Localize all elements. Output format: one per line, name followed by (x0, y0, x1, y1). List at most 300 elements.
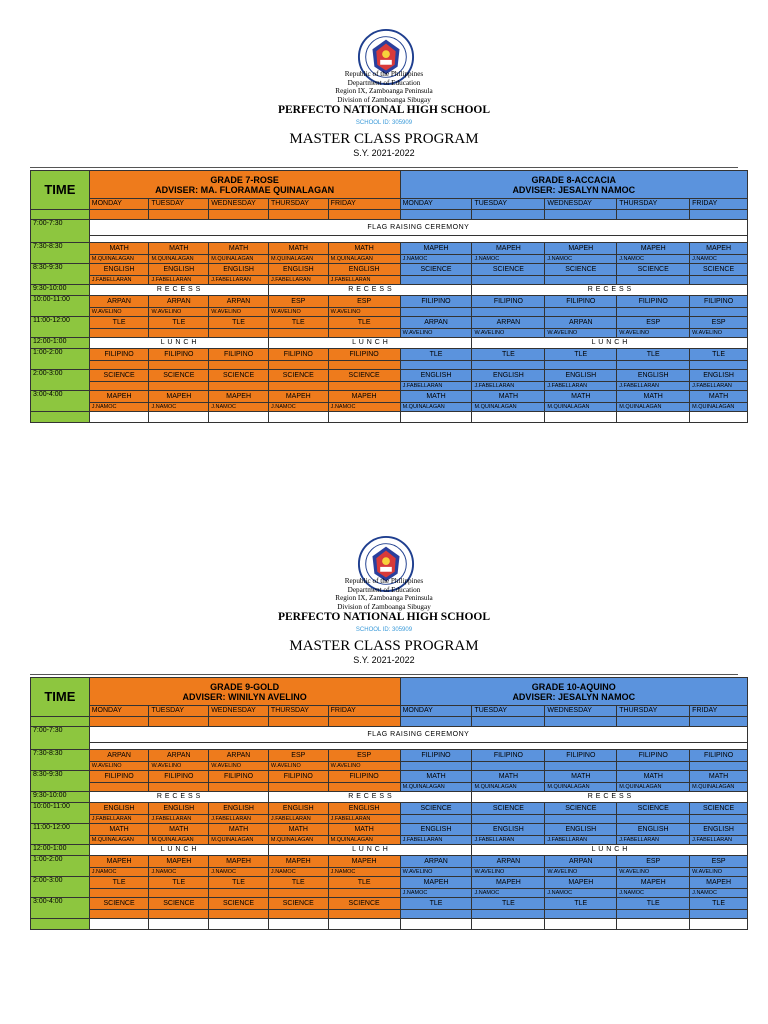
subject-cell: FILIPINO (400, 750, 472, 762)
time-slot: 2:00-3:00 (31, 370, 90, 391)
teacher-cell (617, 361, 690, 370)
adviser-name: ADVISER: JESALYN NAMOC (512, 691, 636, 702)
time-slot: 10:00-11:00 (31, 296, 90, 317)
subject-cell: ENGLISH (268, 803, 328, 815)
teacher-cell: M.QUINALAGAN (400, 403, 472, 412)
teacher-cell: J.NAMOC (617, 255, 690, 264)
subject-cell: ESP (328, 296, 400, 308)
teacher-cell (209, 329, 269, 338)
subject-cell: TLE (328, 877, 400, 889)
subject-cell: SCIENCE (472, 803, 545, 815)
header-line: Department of Education (347, 78, 421, 87)
teacher-cell: J.NAMOC (472, 889, 545, 898)
teacher-cell: W.AVELINO (400, 868, 472, 877)
header-divider (30, 674, 738, 675)
teacher-cell (209, 382, 269, 391)
teacher-cell: M.QUINALAGAN (690, 403, 748, 412)
teacher-cell: M.QUINALAGAN (545, 783, 617, 792)
subject-cell: ENGLISH (545, 824, 617, 836)
subject-cell: FILIPINO (545, 296, 617, 308)
teacher-cell: W.AVELINO (472, 868, 545, 877)
empty-cell (328, 717, 400, 727)
subject-cell: SCIENCE (89, 370, 149, 382)
empty-cell (617, 210, 690, 220)
subject-cell: FILIPINO (209, 771, 269, 783)
teacher-cell: J.FABELLARAN (400, 382, 472, 391)
recess-cell: R E C E S S (89, 792, 268, 803)
empty-cell (209, 412, 269, 423)
teacher-cell: W.AVELINO (149, 762, 209, 771)
empty-cell (149, 210, 209, 220)
teacher-cell: J.FABELLARAN (268, 815, 328, 824)
subject-cell: FILIPINO (209, 349, 269, 361)
subject-cell: FILIPINO (328, 771, 400, 783)
subject-cell: SCIENCE (617, 803, 690, 815)
recess-cell: R E C E S S (472, 792, 748, 803)
teacher-cell (209, 910, 269, 919)
teacher-cell: J.NAMOC (690, 889, 748, 898)
subject-cell: MATH (472, 771, 545, 783)
teacher-cell: J.NAMOC (472, 255, 545, 264)
day-header: FRIDAY (328, 706, 400, 717)
subject-cell: TLE (400, 349, 472, 361)
subject-cell: MAPEH (400, 877, 472, 889)
teacher-cell: M.QUINALAGAN (89, 255, 149, 264)
schedule-table (30, 677, 748, 930)
subject-cell: ARPAN (209, 750, 269, 762)
subject-cell: FILIPINO (617, 296, 690, 308)
teacher-cell: J.FABELLARAN (209, 815, 269, 824)
teacher-cell: J.FABELLARAN (545, 382, 617, 391)
teacher-cell: W.AVELINO (400, 329, 472, 338)
header-line: Department of Education (347, 585, 421, 594)
subject-cell: MATH (268, 243, 328, 255)
time-slot: 3:00-4:00 (31, 898, 90, 919)
subject-cell: SCIENCE (268, 898, 328, 910)
subject-cell: MAPEH (149, 856, 209, 868)
teacher-cell (209, 889, 269, 898)
teacher-cell: W.AVELINO (209, 762, 269, 771)
empty-cell (268, 210, 328, 220)
teacher-cell (690, 815, 748, 824)
empty-cell (472, 210, 545, 220)
teacher-cell: M.QUINALAGAN (617, 403, 690, 412)
header-divider (30, 167, 738, 168)
subject-cell: MAPEH (400, 243, 472, 255)
lunch-cell: L U N C H (89, 845, 268, 856)
document-header (0, 70, 768, 159)
subject-cell: ESP (617, 317, 690, 329)
teacher-cell (545, 910, 617, 919)
subject-cell: SCIENCE (400, 264, 472, 276)
subject-cell: ARPAN (545, 856, 617, 868)
lunch-cell: L U N C H (472, 845, 748, 856)
subject-cell: MATH (89, 824, 149, 836)
teacher-cell (89, 329, 149, 338)
empty-cell (89, 717, 149, 727)
subject-cell: SCIENCE (545, 264, 617, 276)
teacher-cell: J.NAMOC (400, 255, 472, 264)
empty-cell (268, 919, 328, 930)
teacher-cell (472, 361, 545, 370)
time-slot: 12:00-1:00 (31, 338, 90, 349)
subject-cell: MAPEH (328, 391, 400, 403)
time-slot: 8:30-9:30 (31, 771, 90, 792)
subject-cell: TLE (149, 877, 209, 889)
empty-cell (328, 919, 400, 930)
teacher-cell (545, 308, 617, 317)
teacher-cell (89, 382, 149, 391)
teacher-cell: M.QUINALAGAN (400, 783, 472, 792)
teacher-cell (89, 889, 149, 898)
teacher-cell (472, 762, 545, 771)
subject-cell: MATH (209, 824, 269, 836)
subject-cell: MAPEH (617, 243, 690, 255)
empty-cell (268, 717, 328, 727)
subject-cell: MATH (690, 391, 748, 403)
empty-cell (89, 743, 747, 750)
empty-cell (400, 717, 472, 727)
subject-cell: FILIPINO (89, 349, 149, 361)
teacher-cell: W.AVELINO (545, 329, 617, 338)
time-slot: 7:30-8:30 (31, 243, 90, 264)
time-slot: 7:00-7:30 (31, 220, 90, 243)
subject-cell: FILIPINO (472, 750, 545, 762)
subject-cell: MAPEH (690, 243, 748, 255)
subject-cell: FILIPINO (690, 750, 748, 762)
day-header: TUESDAY (472, 199, 545, 210)
teacher-cell: J.NAMOC (400, 889, 472, 898)
teacher-cell: J.NAMOC (268, 868, 328, 877)
subject-cell: TLE (545, 349, 617, 361)
teacher-cell (400, 910, 472, 919)
subject-cell: ENGLISH (617, 824, 690, 836)
flag-ceremony-cell: FLAG RAISING CEREMONY (89, 727, 747, 743)
time-slot: 12:00-1:00 (31, 845, 90, 856)
teacher-cell (690, 762, 748, 771)
teacher-cell: W.AVELINO (268, 308, 328, 317)
school-name: PERFECTO NATIONAL HIGH SCHOOL (277, 611, 491, 623)
teacher-cell (268, 889, 328, 898)
empty-cell (690, 919, 748, 930)
teacher-cell (472, 815, 545, 824)
teacher-cell: M.QUINALAGAN (328, 836, 400, 845)
subject-cell: SCIENCE (545, 803, 617, 815)
subject-cell: FILIPINO (268, 349, 328, 361)
subject-cell: ARPAN (545, 317, 617, 329)
subject-cell: TLE (268, 877, 328, 889)
document-header (0, 577, 768, 666)
subject-cell: MATH (545, 391, 617, 403)
empty-cell (617, 717, 690, 727)
teacher-cell: M.QUINALAGAN (89, 836, 149, 845)
subject-cell: MATH (617, 391, 690, 403)
subject-cell: ENGLISH (690, 824, 748, 836)
empty-cell (690, 412, 748, 423)
teacher-cell (617, 910, 690, 919)
subject-cell: ENGLISH (472, 370, 545, 382)
time-cell (31, 210, 90, 220)
teacher-cell (400, 815, 472, 824)
subject-cell: MATH (328, 243, 400, 255)
teacher-cell: J.NAMOC (268, 403, 328, 412)
teacher-cell: M.QUINALAGAN (690, 783, 748, 792)
grade-name: GRADE 8-ACCACIA (531, 174, 617, 185)
subject-cell: ARPAN (472, 856, 545, 868)
subject-cell: ENGLISH (89, 803, 149, 815)
subject-cell: ENGLISH (149, 264, 209, 276)
subject-cell: FILIPINO (400, 296, 472, 308)
day-header: THURSDAY (268, 199, 328, 210)
teacher-cell: J.FABELLARAN (472, 836, 545, 845)
teacher-cell (268, 382, 328, 391)
subject-cell: TLE (268, 317, 328, 329)
day-header: THURSDAY (617, 199, 690, 210)
time-cell (31, 412, 90, 423)
subject-cell: MATH (400, 771, 472, 783)
header-line: Region IX, Zamboanga Peninsula (335, 87, 433, 95)
subject-cell: ENGLISH (617, 370, 690, 382)
subject-cell: SCIENCE (690, 803, 748, 815)
teacher-cell: W.AVELINO (545, 868, 617, 877)
teacher-cell (268, 361, 328, 370)
time-slot: 9:30-10:00 (31, 285, 90, 296)
teacher-cell: J.FABELLARAN (400, 836, 472, 845)
subject-cell: SCIENCE (328, 898, 400, 910)
teacher-cell: W.AVELINO (690, 329, 748, 338)
empty-cell (400, 412, 472, 423)
day-header: MONDAY (400, 199, 472, 210)
subject-cell: ENGLISH (149, 803, 209, 815)
subject-cell: SCIENCE (268, 370, 328, 382)
subject-cell: ESP (268, 750, 328, 762)
schedule-table (30, 170, 748, 423)
empty-cell (617, 412, 690, 423)
subject-cell: ENGLISH (209, 264, 269, 276)
school-name: PERFECTO NATIONAL HIGH SCHOOL (277, 104, 491, 116)
recess-cell: R E C E S S (472, 285, 748, 296)
day-header: WEDNESDAY (545, 199, 617, 210)
subject-cell: ENGLISH (209, 803, 269, 815)
teacher-cell: J.NAMOC (328, 868, 400, 877)
subject-cell: MATH (328, 824, 400, 836)
subject-cell: SCIENCE (149, 898, 209, 910)
subject-cell: MAPEH (268, 856, 328, 868)
empty-cell (89, 236, 747, 243)
subject-cell: TLE (690, 349, 748, 361)
teacher-cell: J.FABELLARAN (617, 382, 690, 391)
subject-cell: FILIPINO (149, 771, 209, 783)
teacher-cell (545, 361, 617, 370)
time-cell (31, 919, 90, 930)
teacher-cell (545, 276, 617, 285)
time-slot: 2:00-3:00 (31, 877, 90, 898)
time-slot: 9:30-10:00 (31, 792, 90, 803)
teacher-cell: J.NAMOC (545, 255, 617, 264)
teacher-cell: W.AVELINO (328, 308, 400, 317)
teacher-cell: J.FABELLARAN (545, 836, 617, 845)
teacher-cell (268, 910, 328, 919)
empty-cell (209, 717, 269, 727)
subject-cell: MAPEH (268, 391, 328, 403)
subject-cell: ENGLISH (89, 264, 149, 276)
program-title: MASTER CLASS PROGRAM (289, 638, 479, 654)
subject-cell: MAPEH (690, 877, 748, 889)
teacher-cell (268, 783, 328, 792)
time-slot: 7:00-7:30 (31, 727, 90, 750)
subject-cell: MAPEH (472, 877, 545, 889)
subject-cell: SCIENCE (472, 264, 545, 276)
empty-cell (209, 210, 269, 220)
teacher-cell (690, 361, 748, 370)
teacher-cell: J.NAMOC (149, 403, 209, 412)
subject-cell: TLE (89, 877, 149, 889)
empty-cell (209, 919, 269, 930)
teacher-cell: W.AVELINO (89, 762, 149, 771)
subject-cell: MAPEH (89, 856, 149, 868)
adviser-name: ADVISER: WINILYN AVELINO (182, 691, 307, 702)
teacher-cell: M.QUINALAGAN (268, 836, 328, 845)
teacher-cell: M.QUINALAGAN (149, 255, 209, 264)
teacher-cell (149, 382, 209, 391)
teacher-cell (149, 783, 209, 792)
teacher-cell (400, 361, 472, 370)
teacher-cell (545, 815, 617, 824)
subject-cell: MAPEH (472, 243, 545, 255)
teacher-cell (617, 762, 690, 771)
lunch-cell: L U N C H (472, 338, 748, 349)
empty-cell (545, 717, 617, 727)
empty-cell (328, 210, 400, 220)
subject-cell: ENGLISH (690, 370, 748, 382)
right-grade-title (400, 678, 747, 706)
empty-cell (690, 210, 748, 220)
empty-cell (149, 412, 209, 423)
subject-cell: SCIENCE (89, 898, 149, 910)
subject-cell: MATH (472, 391, 545, 403)
subject-cell: TLE (400, 898, 472, 910)
subject-cell: ARPAN (149, 296, 209, 308)
teacher-cell (149, 361, 209, 370)
empty-cell (472, 717, 545, 727)
empty-cell (472, 919, 545, 930)
teacher-cell (328, 910, 400, 919)
subject-cell: ENGLISH (545, 370, 617, 382)
teacher-cell: M.QUINALAGAN (268, 255, 328, 264)
teacher-cell: J.FABELLARAN (89, 276, 149, 285)
empty-cell (89, 919, 149, 930)
teacher-cell (209, 361, 269, 370)
subject-cell: SCIENCE (400, 803, 472, 815)
lunch-cell: L U N C H (89, 338, 268, 349)
empty-cell (149, 717, 209, 727)
teacher-cell (472, 910, 545, 919)
empty-cell (328, 412, 400, 423)
header-line: Republic of the Philippines (344, 577, 424, 585)
day-header: WEDNESDAY (545, 706, 617, 717)
day-header: MONDAY (89, 199, 149, 210)
subject-cell: FILIPINO (89, 771, 149, 783)
subject-cell: MATH (149, 824, 209, 836)
subject-cell: ESP (690, 856, 748, 868)
subject-cell: MATH (89, 243, 149, 255)
time-cell (31, 717, 90, 727)
teacher-cell: W.AVELINO (89, 308, 149, 317)
day-header: MONDAY (89, 706, 149, 717)
subject-cell: ARPAN (209, 296, 269, 308)
teacher-cell: J.NAMOC (149, 868, 209, 877)
time-slot: 10:00-11:00 (31, 803, 90, 824)
flag-ceremony-cell: FLAG RAISING CEREMONY (89, 220, 747, 236)
day-header: FRIDAY (328, 199, 400, 210)
subject-cell: MATH (268, 824, 328, 836)
subject-cell: MAPEH (328, 856, 400, 868)
day-header: FRIDAY (690, 199, 748, 210)
teacher-cell: M.QUINALAGAN (209, 836, 269, 845)
teacher-cell: M.QUINALAGAN (149, 836, 209, 845)
lunch-cell: L U N C H (268, 338, 472, 349)
empty-cell (400, 919, 472, 930)
empty-cell (545, 210, 617, 220)
teacher-cell: M.QUINALAGAN (472, 783, 545, 792)
subject-cell: FILIPINO (149, 349, 209, 361)
day-header: FRIDAY (690, 706, 748, 717)
empty-cell (89, 210, 149, 220)
subject-cell: TLE (690, 898, 748, 910)
school-id: SCHOOL ID: 305909 (355, 120, 413, 126)
left-grade-title (89, 171, 400, 199)
teacher-cell: M.QUINALAGAN (545, 403, 617, 412)
teacher-cell: J.FABELLARAN (472, 382, 545, 391)
empty-cell (268, 412, 328, 423)
teacher-cell: W.AVELINO (268, 762, 328, 771)
subject-cell: TLE (617, 898, 690, 910)
teacher-cell (89, 910, 149, 919)
teacher-cell: M.QUINALAGAN (472, 403, 545, 412)
subject-cell: MATH (545, 771, 617, 783)
teacher-cell: J.NAMOC (617, 889, 690, 898)
subject-cell: TLE (472, 349, 545, 361)
subject-cell: ENGLISH (472, 824, 545, 836)
subject-cell: ARPAN (149, 750, 209, 762)
empty-cell (89, 412, 149, 423)
subject-cell: MAPEH (545, 243, 617, 255)
subject-cell: ESP (268, 296, 328, 308)
subject-cell: MATH (617, 771, 690, 783)
day-header: TUESDAY (149, 706, 209, 717)
subject-cell: ENGLISH (328, 264, 400, 276)
subject-cell: MATH (400, 391, 472, 403)
teacher-cell (617, 815, 690, 824)
program-title: MASTER CLASS PROGRAM (289, 131, 479, 147)
school-year: S.Y. 2021-2022 (353, 148, 415, 158)
teacher-cell (149, 329, 209, 338)
subject-cell: ARPAN (89, 750, 149, 762)
teacher-cell (89, 783, 149, 792)
teacher-cell (690, 910, 748, 919)
subject-cell: MAPEH (617, 877, 690, 889)
day-header: TUESDAY (472, 706, 545, 717)
teacher-cell (617, 276, 690, 285)
teacher-cell: J.FABELLARAN (690, 382, 748, 391)
teacher-cell: J.NAMOC (209, 403, 269, 412)
left-grade-title (89, 678, 400, 706)
teacher-cell (328, 783, 400, 792)
teacher-cell: J.NAMOC (89, 868, 149, 877)
teacher-cell (328, 361, 400, 370)
teacher-cell: J.FABELLARAN (209, 276, 269, 285)
subject-cell: FILIPINO (472, 296, 545, 308)
